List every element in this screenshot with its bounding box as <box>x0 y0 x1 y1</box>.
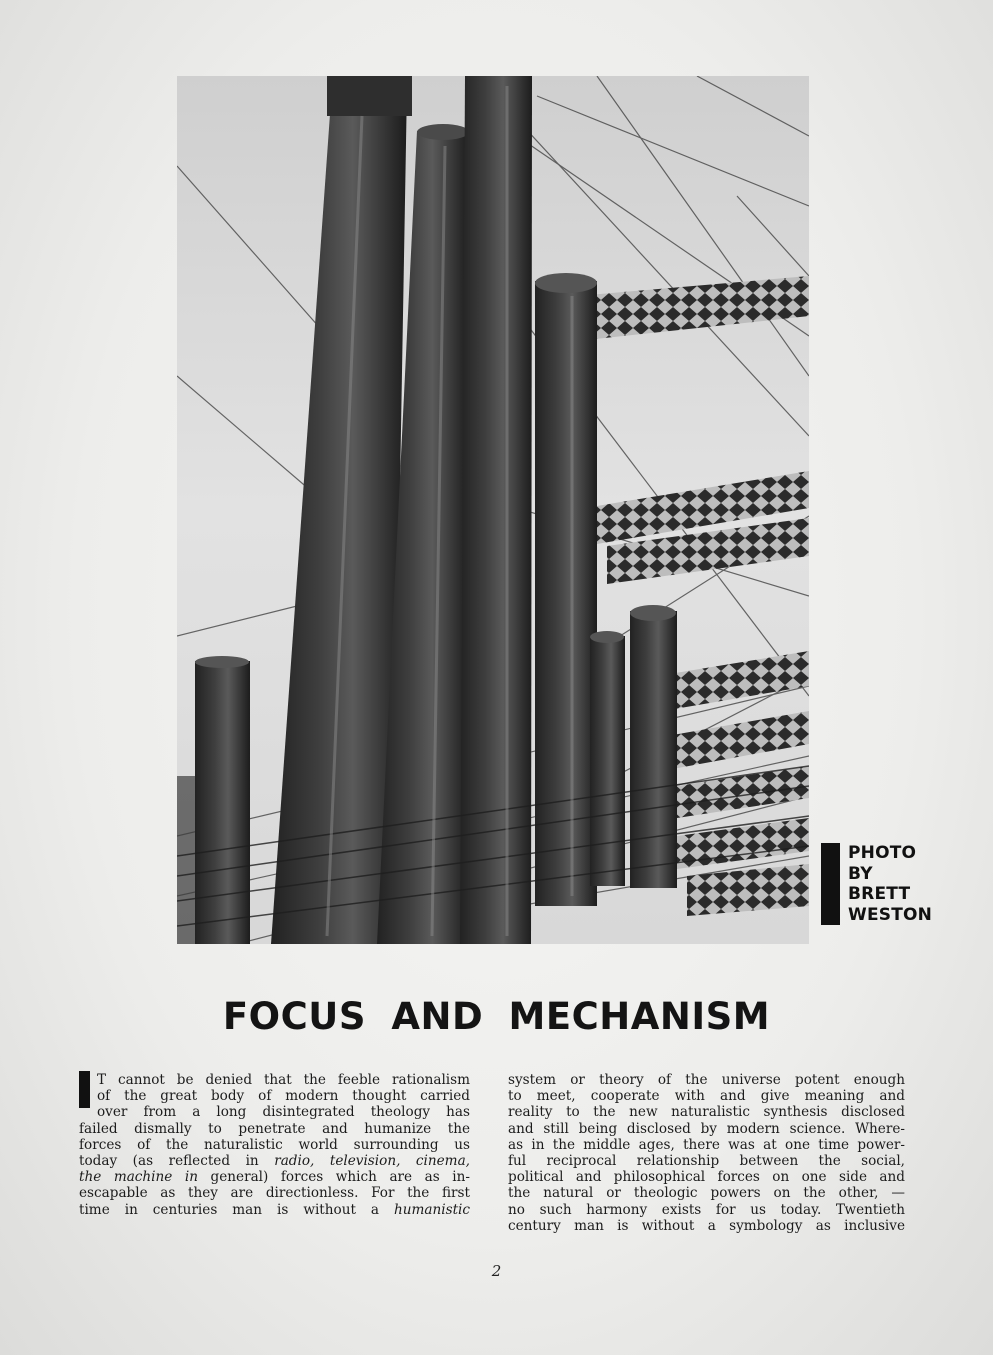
text-line: the natural or theologic powers on the other, — <box>508 1185 905 1202</box>
article-title: FOCUS AND MECHANISM <box>222 995 771 1038</box>
smokestacks-photograph <box>177 76 809 944</box>
text-line: the machine in general) forces which are as in- <box>79 1169 470 1186</box>
text-line: political and philosophical forces on one side and <box>508 1169 905 1186</box>
text-line: as in the middle ages, there was at one time power- <box>508 1136 905 1153</box>
article-column-left <box>79 1072 470 1218</box>
credit-line-photo: PHOTO <box>848 843 917 863</box>
text-line: ful reciprocal relationship between the social, <box>508 1152 905 1169</box>
text-line: today (as reflected in radio, television, cinema, <box>79 1152 470 1169</box>
credit-bar <box>821 843 840 925</box>
text-line: forces of the naturalistic world surrounding us <box>79 1136 470 1153</box>
text-line: to meet, cooperate with and give meaning and <box>508 1088 905 1105</box>
text-line: T cannot be denied that the feeble rationalism <box>97 1072 470 1088</box>
text-line: time in centuries man is without a humanistic <box>79 1201 470 1218</box>
credit-line-first-name: BRETT <box>848 884 911 905</box>
text-line: reality to the new naturalistic synthesis disclosed <box>508 1104 905 1121</box>
text-line: no such harmony exists for us today. Twentieth <box>508 1201 905 1218</box>
credit-line-last-name: WESTON <box>848 904 933 925</box>
text-line: failed dismally to penetrate and humanize the <box>79 1120 470 1137</box>
text-line: system or theory of the universe potent enough <box>508 1072 905 1088</box>
text-line: of the great body of modern thought carried <box>97 1088 470 1105</box>
credit-text <box>848 843 932 925</box>
text-line: escapable as they are directionless. For the first <box>79 1185 470 1202</box>
text-line: century man is without a symbology as inclusive <box>508 1217 905 1234</box>
article-column-right <box>508 1072 905 1234</box>
photo-credit <box>821 843 932 925</box>
text-line: and still being disclosed by modern science. Where- <box>508 1120 905 1137</box>
text-line: over from a long disintegrated theology has <box>97 1104 470 1121</box>
page-number: 2 <box>491 1262 502 1280</box>
credit-line-by: BY <box>848 863 873 884</box>
